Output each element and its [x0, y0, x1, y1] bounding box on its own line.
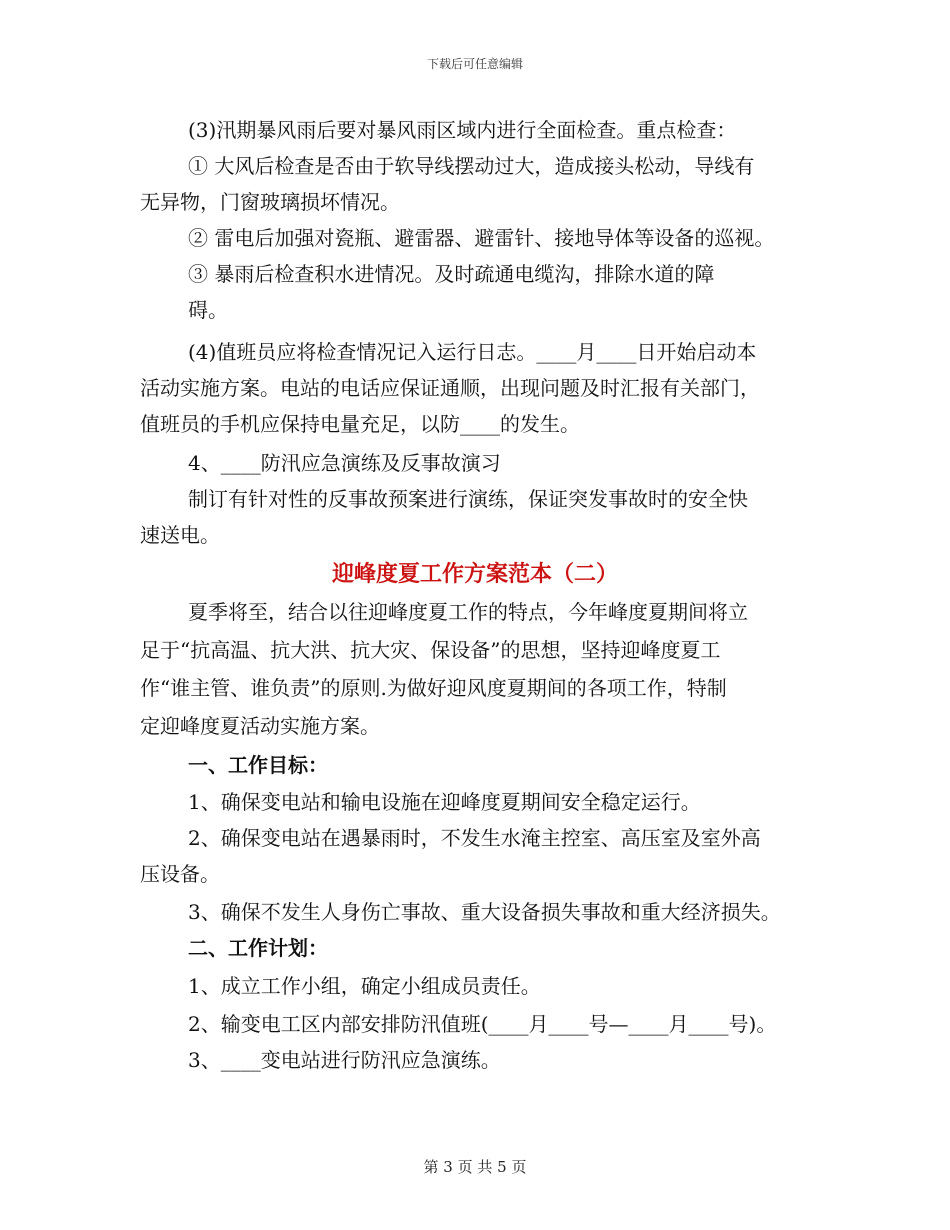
paragraph-3-title: (3)汛期暴风雨后要对暴风雨区域内进行全面检查。重点检查： — [188, 118, 737, 142]
paragraph-3-item-1-line-1: ① 大风后检查是否由于软导线摆动过大，造成接头松动，导线有 — [188, 154, 755, 178]
paragraph-3-item-2: ② 雷电后加强对瓷瓶、避雷器、避雷针、接地导体等设备的巡视。 — [188, 226, 775, 250]
plan-3: 3、____变电站进行防汛应急演练。 — [188, 1048, 501, 1072]
item-4-line-1: 制订有针对性的反事故预案进行演练，保证突发事故时的安全快 — [188, 487, 748, 511]
goal-3: 3、确保不发生人身伤亡事故、重大设备损失事故和重大经济损失。 — [188, 900, 781, 924]
goal-2-line-2: 压设备。 — [140, 862, 220, 886]
paragraph-4-line-3: 值班员的手机应保持电量充足，以防____的发生。 — [140, 412, 580, 436]
page-number: 第 3 页 共 5 页 — [423, 1158, 527, 1176]
plan-heading: 二、工作计划： — [188, 936, 328, 960]
intro-line-4: 定迎峰度夏活动实施方案。 — [140, 714, 380, 738]
paragraph-3-item-3-line-1: ③ 暴雨后检查积水进情况。及时疏通电缆沟，排除水道的障 — [188, 262, 715, 286]
item-4-title: 4、____防汛应急演练及反事故演习 — [188, 451, 501, 475]
paragraph-4-line-2: 活动实施方案。电站的电话应保证通顺，出现问题及时汇报有关部门， — [140, 376, 760, 400]
plan-1: 1、成立工作小组，确定小组成员责任。 — [188, 974, 541, 998]
plan-2: 2、输变电工区内部安排防汛值班(____月____号—____月____号)。 — [188, 1012, 777, 1036]
page-header-note: 下载后可任意编辑 — [426, 57, 523, 71]
intro-line-3: 作“谁主管、谁负责”的原则.为做好迎风度夏期间的各项工作，特制 — [140, 676, 727, 700]
paragraph-4-line-1: (4)值班员应将检查情况记入运行日志。____月____日开始启动本 — [188, 340, 757, 364]
section-2-title: 迎峰度夏工作方案范本（二） — [331, 561, 618, 587]
goal-1: 1、确保变电站和输电设施在迎峰度夏期间安全稳定运行。 — [188, 790, 701, 814]
goals-heading: 一、工作目标： — [188, 753, 328, 777]
paragraph-3-item-1-line-2: 无异物，门窗玻璃损坏情况。 — [140, 190, 400, 214]
goal-2-line-1: 2、确保变电站在遇暴雨时，不发生水淹主控室、高压室及室外高 — [188, 826, 761, 850]
intro-line-1: 夏季将至，结合以往迎峰度夏工作的特点，今年峰度夏期间将立 — [188, 600, 748, 624]
intro-line-2: 足于“抗高温、抗大洪、抗大灾、保设备”的思想，坚持迎峰度夏工 — [140, 638, 721, 662]
item-4-line-2: 速送电。 — [140, 523, 220, 547]
paragraph-3-item-3-line-2: 碍。 — [188, 298, 228, 322]
